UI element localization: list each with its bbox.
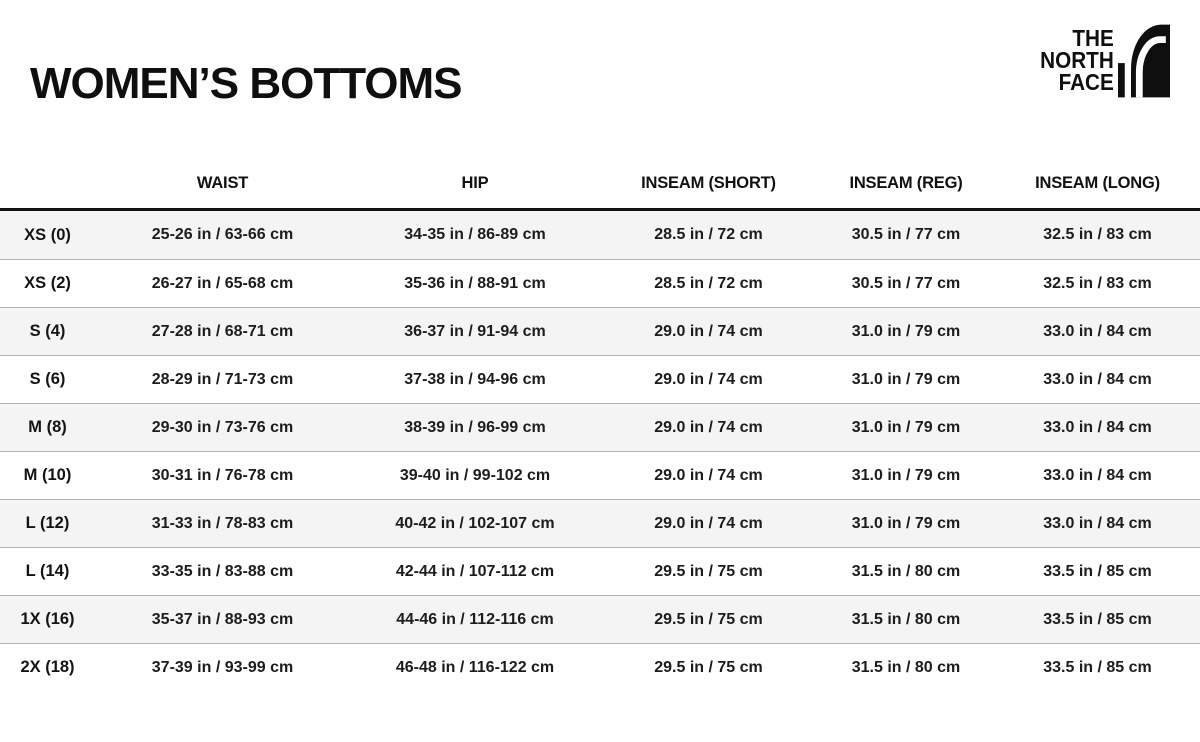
inseam-short-value: 29.0 in / 74 cm: [654, 466, 763, 484]
table-row: [0, 643, 1200, 691]
waist-value: 27-28 in / 68-71 cm: [151, 322, 294, 340]
inseam-reg-value: 31.5 in / 80 cm: [851, 562, 961, 580]
size-label: S (6): [29, 370, 66, 388]
brand-wordmark-line: THE: [1072, 25, 1114, 51]
waist-value: 26-27 in / 65-68 cm: [151, 274, 294, 292]
table-row: [0, 595, 1200, 643]
inseam-short-value: 28.5 in / 72 cm: [654, 274, 763, 292]
inseam-long-value: 33.0 in / 84 cm: [1043, 418, 1152, 436]
waist-value: 30-31 in / 76-78 cm: [151, 466, 294, 484]
column-header-inseam-short: INSEAM (SHORT): [641, 173, 776, 192]
size-label: XS (2): [24, 274, 71, 292]
inseam-long-value: 32.5 in / 83 cm: [1043, 274, 1152, 292]
table-row: [0, 307, 1200, 355]
size-label: XS (0): [24, 225, 71, 244]
brand-wordmark: [1040, 27, 1114, 93]
inseam-short-value: 28.5 in / 72 cm: [654, 226, 763, 243]
waist-value: 35-37 in / 88-93 cm: [151, 610, 294, 628]
hip-value: 46-48 in / 116-122 cm: [395, 658, 555, 676]
hip-value: 35-36 in / 88-91 cm: [404, 274, 546, 292]
page-title: WOMEN’S BOTTOMS: [30, 59, 462, 108]
inseam-long-value: 33.5 in / 85 cm: [1043, 658, 1152, 676]
waist-value: 28-29 in / 71-73 cm: [151, 370, 294, 388]
size-label: L (14): [25, 562, 70, 580]
inseam-short-value: 29.0 in / 74 cm: [654, 514, 763, 532]
hip-value: 42-44 in / 107-112 cm: [395, 562, 555, 580]
column-header-inseam-reg: INSEAM (REG): [849, 173, 963, 192]
hip-value: 40-42 in / 102-107 cm: [395, 514, 555, 532]
table-row: [0, 547, 1200, 595]
inseam-reg-value: 31.0 in / 79 cm: [851, 370, 961, 388]
hip-value: 38-39 in / 96-99 cm: [404, 418, 546, 436]
size-label: L (12): [25, 514, 70, 532]
size-table: [0, 158, 1200, 691]
hip-value: 37-38 in / 94-96 cm: [404, 370, 546, 388]
waist-value: 33-35 in / 83-88 cm: [151, 562, 294, 580]
inseam-short-value: 29.0 in / 74 cm: [654, 370, 763, 388]
inseam-short-value: 29.0 in / 74 cm: [654, 418, 763, 436]
inseam-long-value: 33.0 in / 84 cm: [1043, 514, 1152, 532]
inseam-reg-value: 31.0 in / 79 cm: [851, 514, 961, 532]
brand-wordmark-line: NORTH: [1040, 47, 1114, 73]
table-header-row: [0, 158, 1200, 211]
inseam-long-value: 33.5 in / 85 cm: [1043, 610, 1152, 628]
inseam-long-value: 33.0 in / 84 cm: [1043, 466, 1152, 484]
inseam-short-value: 29.0 in / 74 cm: [654, 322, 763, 340]
column-header-waist: WAIST: [196, 173, 249, 192]
column-header-inseam-long: INSEAM (LONG): [1035, 173, 1160, 192]
inseam-reg-value: 31.5 in / 80 cm: [851, 658, 961, 676]
table-row: [0, 451, 1200, 499]
hip-value: 39-40 in / 99-102 cm: [399, 466, 551, 484]
waist-value: 29-30 in / 73-76 cm: [151, 418, 294, 436]
half-dome-icon: [1118, 24, 1170, 98]
inseam-reg-value: 31.0 in / 79 cm: [851, 466, 961, 484]
table-row: [0, 259, 1200, 307]
inseam-long-value: 33.0 in / 84 cm: [1043, 370, 1152, 388]
inseam-reg-value: 30.5 in / 77 cm: [851, 226, 961, 243]
masthead: [0, 0, 1200, 158]
brand-logo: [1032, 24, 1170, 98]
inseam-short-value: 29.5 in / 75 cm: [654, 610, 763, 628]
size-label: S (4): [29, 322, 66, 340]
inseam-short-value: 29.5 in / 75 cm: [654, 562, 763, 580]
size-label: M (8): [28, 418, 67, 436]
hip-value: 34-35 in / 86-89 cm: [404, 226, 546, 243]
inseam-long-value: 32.5 in / 83 cm: [1043, 226, 1152, 243]
inseam-reg-value: 31.0 in / 79 cm: [851, 322, 961, 340]
inseam-reg-value: 31.0 in / 79 cm: [851, 418, 961, 436]
waist-value: 37-39 in / 93-99 cm: [151, 658, 294, 676]
brand-wordmark-line: FACE: [1058, 69, 1114, 95]
table-row: [0, 355, 1200, 403]
inseam-reg-value: 31.5 in / 80 cm: [851, 610, 961, 628]
inseam-short-value: 29.5 in / 75 cm: [654, 658, 763, 676]
size-label: 1X (16): [20, 610, 75, 628]
hip-value: 44-46 in / 112-116 cm: [396, 610, 554, 628]
table-row: [0, 211, 1200, 259]
table-row: [0, 499, 1200, 547]
waist-value: 25-26 in / 63-66 cm: [151, 226, 294, 243]
table-body: [0, 211, 1200, 691]
inseam-long-value: 33.5 in / 85 cm: [1043, 562, 1152, 580]
table-row: [0, 403, 1200, 451]
waist-value: 31-33 in / 78-83 cm: [151, 514, 294, 532]
column-header-hip: HIP: [461, 173, 489, 192]
inseam-reg-value: 30.5 in / 77 cm: [851, 274, 961, 292]
size-label: 2X (18): [20, 658, 75, 676]
hip-value: 36-37 in / 91-94 cm: [404, 322, 546, 340]
size-label: M (10): [23, 466, 72, 484]
inseam-long-value: 33.0 in / 84 cm: [1043, 322, 1152, 340]
